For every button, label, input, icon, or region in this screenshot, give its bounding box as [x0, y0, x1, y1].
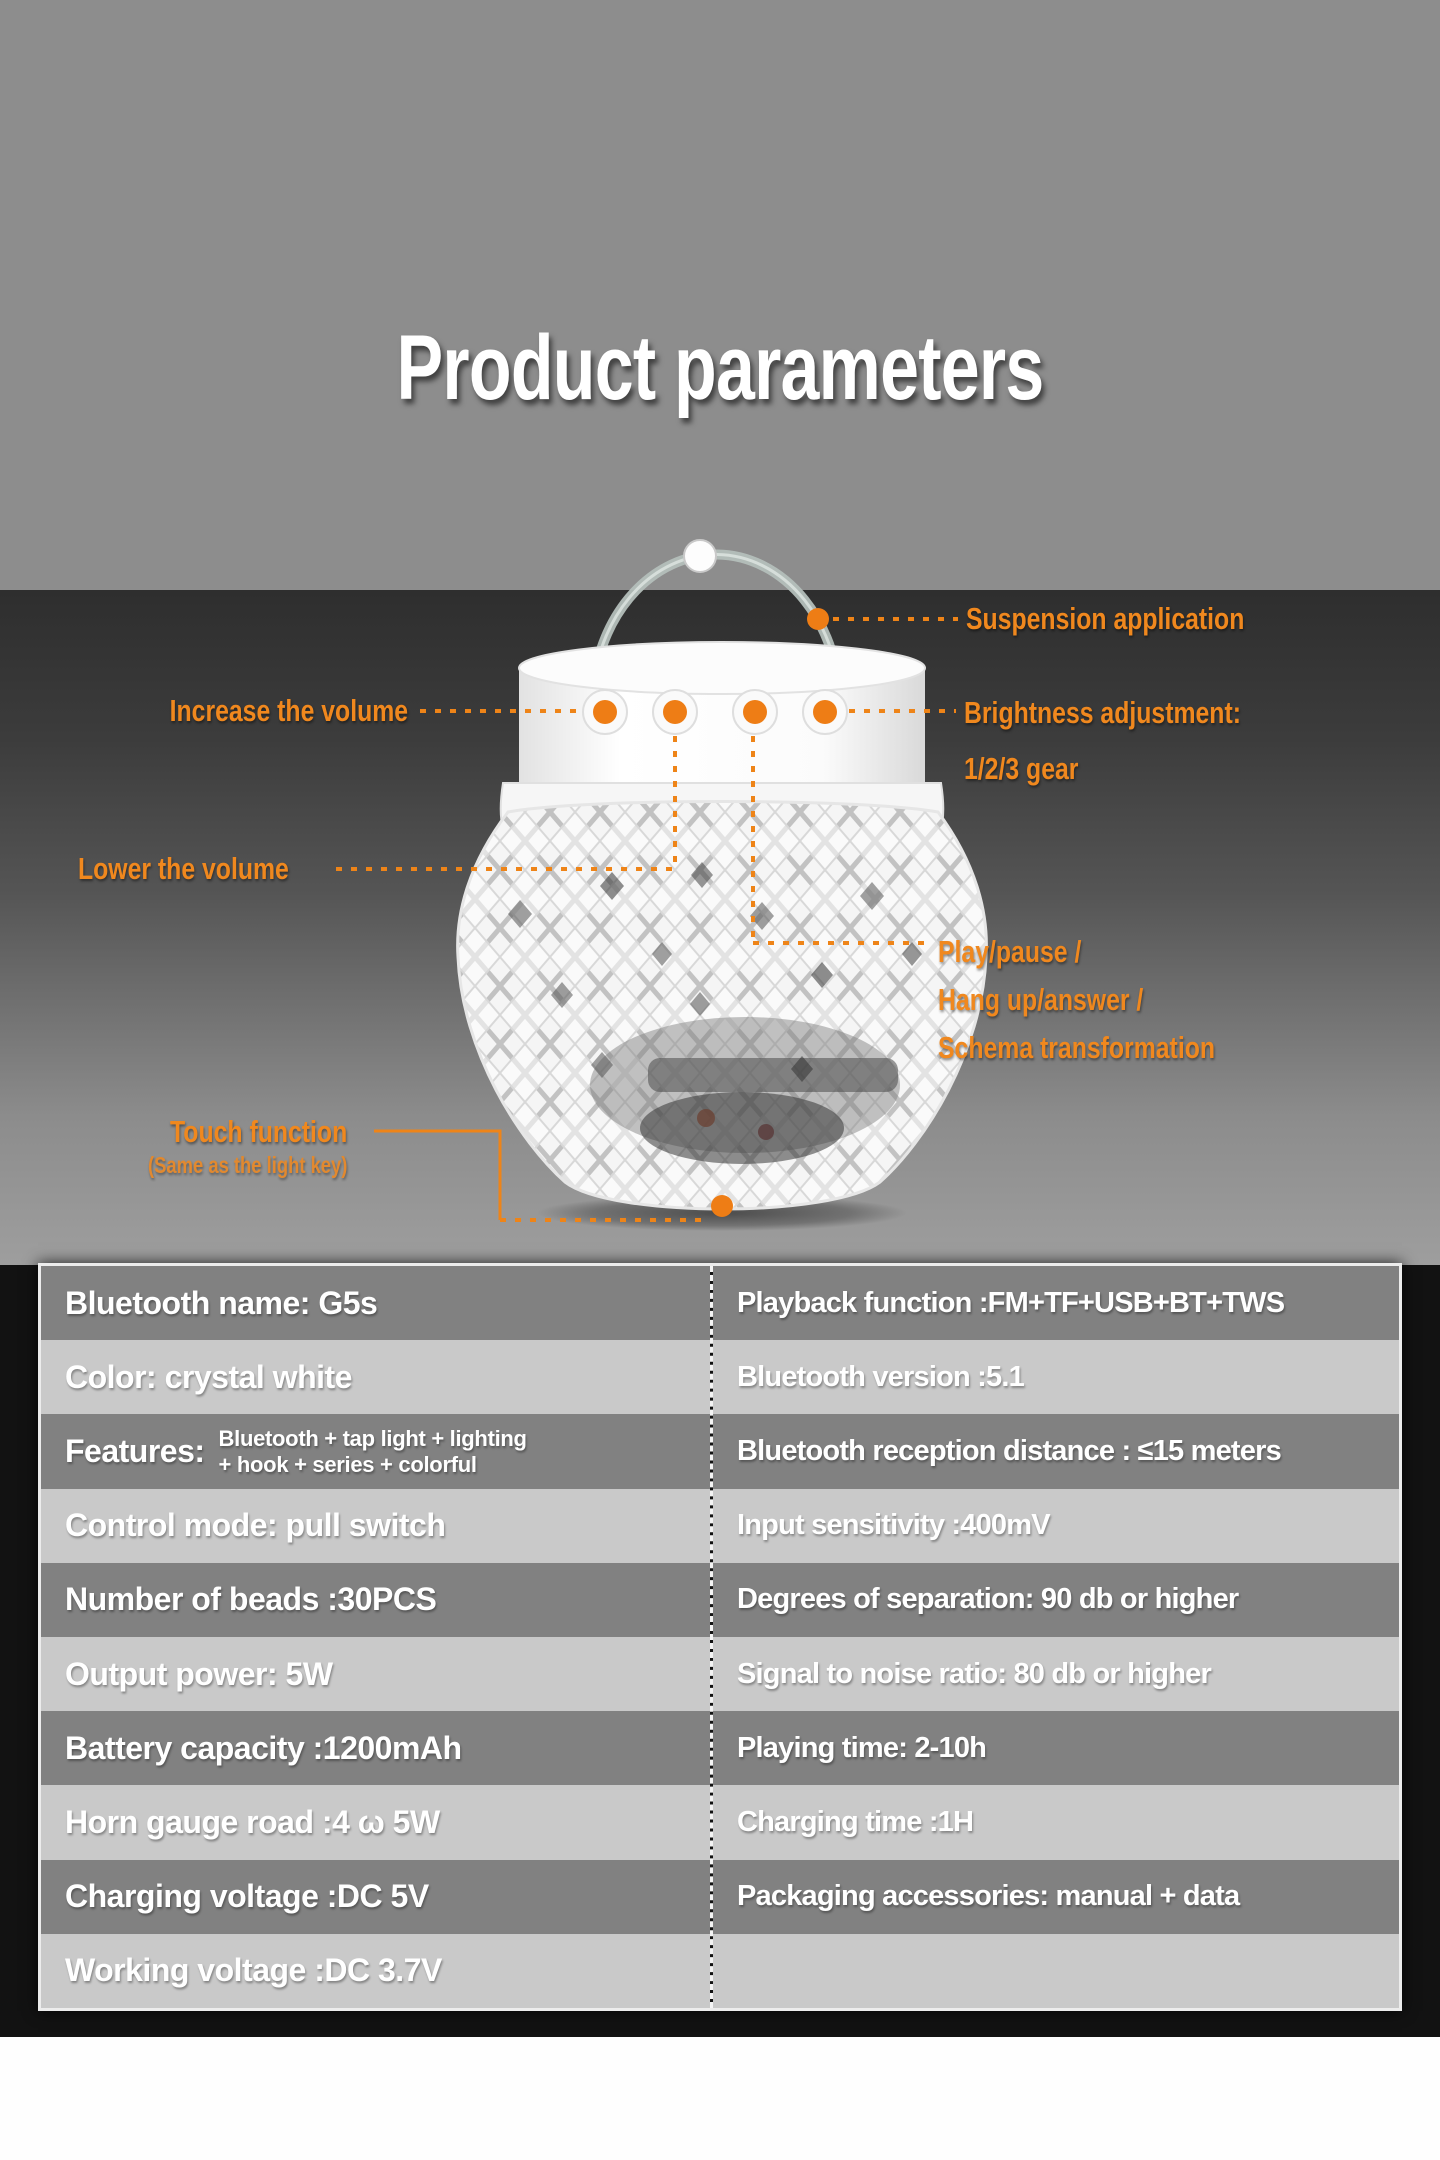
- label-suspension: Suspension application: [966, 601, 1245, 636]
- label-play-line2: Hang up/answer /: [938, 982, 1144, 1017]
- table-row: [41, 1785, 710, 1859]
- table-row-features: [41, 1414, 710, 1488]
- table-row: [713, 1860, 1399, 1934]
- label-brightness-line1: Brightness adjustment:: [964, 695, 1241, 730]
- label-brightness-line2: 1/2/3 gear: [964, 751, 1079, 786]
- brightness-button: [803, 690, 847, 734]
- crystal-body: [458, 802, 987, 1210]
- label-touch-function: Touch function: [170, 1114, 348, 1149]
- spec-packaging: Packaging accessories: manual + data: [737, 1880, 1240, 1913]
- table-row: [41, 1711, 710, 1785]
- table-row: [41, 1266, 710, 1340]
- volume-up-button: [583, 690, 627, 734]
- spec-bluetooth-version: Bluetooth version :5.1: [737, 1360, 1024, 1393]
- label-increase-volume: Increase the volume: [169, 693, 408, 728]
- label-play-line3: Schema transformation: [938, 1030, 1216, 1065]
- table-row: [713, 1637, 1399, 1711]
- spec-charging-voltage: Charging voltage :DC 5V: [65, 1878, 429, 1915]
- spec-bluetooth-name: Bluetooth name: G5s: [65, 1284, 378, 1321]
- spec-horn-gauge: Horn gauge road :4 ω 5W: [65, 1804, 440, 1841]
- spec-input-sensitivity: Input sensitivity :400mV: [737, 1509, 1050, 1542]
- spec-battery-capacity: Battery capacity :1200mAh: [65, 1729, 462, 1766]
- spec-table: [38, 1263, 1402, 2011]
- table-row: [41, 1489, 710, 1563]
- table-row: [41, 1563, 710, 1637]
- spec-features-label: Features:: [65, 1433, 205, 1469]
- spec-color: Color: crystal white: [65, 1358, 352, 1395]
- label-play-line1: Play/pause /: [938, 934, 1082, 969]
- spec-playing-time: Playing time: 2-10h: [737, 1731, 987, 1764]
- spec-degrees-separation: Degrees of separation: 90 db or higher: [737, 1583, 1239, 1616]
- play-pause-button: [733, 690, 777, 734]
- table-row: [713, 1340, 1399, 1414]
- table-row: [713, 1414, 1399, 1488]
- table-row: [713, 1785, 1399, 1859]
- touch-dot: [711, 1195, 733, 1217]
- table-row: [41, 1637, 710, 1711]
- spec-signal-noise-ratio: Signal to noise ratio: 80 db or higher: [737, 1657, 1211, 1690]
- spec-column-left: [41, 1266, 710, 2008]
- touch-connector-solid: [374, 1131, 500, 1220]
- table-row: [41, 1340, 710, 1414]
- spec-column-right: [710, 1266, 1399, 2008]
- table-row: [41, 1860, 710, 1934]
- table-row: [713, 1489, 1399, 1563]
- spec-output-power: Output power: 5W: [65, 1655, 333, 1692]
- spec-control-mode: Control mode: pull switch: [65, 1507, 446, 1544]
- table-row: [713, 1266, 1399, 1340]
- spec-charging-time: Charging time :1H: [737, 1806, 974, 1839]
- spec-playback-function: Playback function :FM+TF+USB+BT+TWS: [737, 1286, 1285, 1319]
- spec-working-voltage: Working voltage :DC 3.7V: [65, 1952, 442, 1989]
- volume-down-button: [653, 690, 697, 734]
- table-row: [41, 1934, 710, 2008]
- spec-number-of-beads: Number of beads :30PCS: [65, 1581, 437, 1618]
- label-lower-volume: Lower the volume: [78, 851, 289, 886]
- suspension-dot: [807, 608, 829, 630]
- table-row-empty: [713, 1934, 1399, 2008]
- spec-features-line1: Bluetooth + tap light + lighting: [218, 1425, 527, 1451]
- page-title: Product parameters: [396, 317, 1044, 419]
- table-row: [713, 1563, 1399, 1637]
- table-row: [713, 1711, 1399, 1785]
- label-play-pause: [938, 928, 1215, 1072]
- spec-features-value: [219, 1426, 527, 1478]
- spec-features-line2: + hook + series + colorful: [218, 1451, 477, 1477]
- label-touch-function-note: (Same as the light key): [148, 1152, 348, 1178]
- spec-reception-distance: Bluetooth reception distance : ≤15 meters: [737, 1435, 1281, 1467]
